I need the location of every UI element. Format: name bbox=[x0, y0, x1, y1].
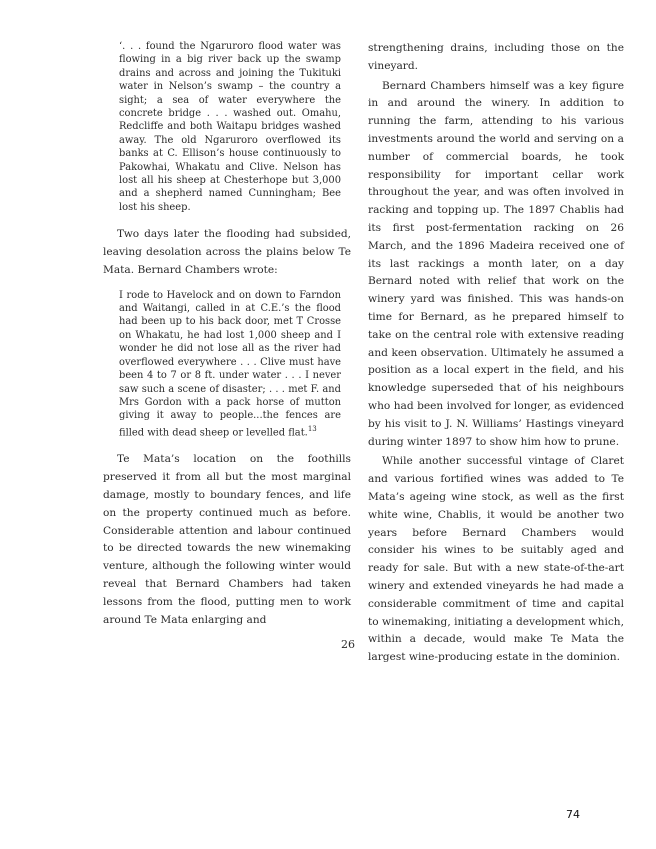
paragraph-drains-continued: strengthening drains, including those on the vineyard. bbox=[368, 42, 624, 72]
flood-quote-2-text: I rode to Havelock and on down to Farndon and Waitangi, called in at C.E.’s the flood had been up to his back door, met T Crosse on Whakatu, he had lost 1,000 sheep and I wonder he did not lose all as the river had overflowed everywhere . . . Clive must have been 4 to 7 or 8 ft. under water . . . I never saw such a scene of disaster; . . . met F. and Mrs Gordon with a pack horse of mutton giving it away to people...the fences are filled with dead sheep or levelled flat. bbox=[119, 289, 341, 439]
left-column bbox=[103, 40, 351, 638]
right-column bbox=[368, 40, 624, 676]
paragraph-bernard-role: Bernard Chambers himself was a key figure in and around the winery. In addition to running the farm, attending to his various investments around the world and serving on a number of commercial boards, he took responsibility for important cellar work throughout the year, and was often involved in racking and topping up. The 1897 Chablis had its first post-fermentation racking on 26 March, and the 1896 Madeira received one of its last rackings a month later, on a day Bernard noted with relief that work on the winery yard was finished. This was hands-on time for Bernard, as he prepared himself to take on the central role with extensive reading and keen observation. Ultimately he assumed a position as a local expert in the field, and his knowledge superseded that of his neighbours who had been involved for longer, as evidenced by his visit to J. N. Williams’ Hastings vineyard during winter 1897 to show him how to prune. bbox=[368, 79, 624, 448]
flood-quote-2 bbox=[103, 289, 351, 440]
flood-quote-1: ‘. . . found the Ngaruroro flood water was flowing in a big river back up the swamp drains and across and joining the Tukituki water in Nelson’s swamp – the country a sight; a sea of water everywhere the concrete bridge . . . washed out. Omahu, Redcliffe and both Waitapu bridges washed away. The old Ngaruroro overflowed its banks at C. Ellison’s house continuously to Pakowhai, Whakatu and Clive. Nelson has lost all his sheep at Chesterhope but 3,000 and a shepherd named Cunningham; Bee lost his sheep. bbox=[119, 41, 341, 213]
footnote-marker: 13 bbox=[307, 424, 317, 433]
paragraph-desolation: Two days later the flooding had subsided, leaving desolation across the plains below Te Mata. Bernard Chambers wrote: bbox=[103, 228, 351, 276]
paragraph-location: Te Mata’s location on the foothills preserved it from all but the most marginal damage, mostly to boundary fences, and life on the property continued much as before. Considerable attention and labour continued to be directed towards the new winemaking venture, although the following winter would reveal that Bernard Chambers had taken lessons from the flood, putting men to work around Te Mata enlarging and bbox=[103, 453, 351, 626]
pdf-page-number: 74 bbox=[566, 808, 580, 821]
book-page-number: 26 bbox=[341, 638, 355, 651]
paragraph-vintage: While another successful vintage of Claret and various fortified wines was added to Te Mata’s ageing wine stock, as well as the first white wine, Chablis, it would be another two years before Bernard Chambers would consider his wines to be suitably aged and ready for sale. But with a new state-of-the-art winery and extended vineyards he had made a considerable commitment of time and capital to winemaking, initiating a development which, within a decade, would make Te Mata the largest wine-producing estate in the dominion. bbox=[368, 455, 624, 664]
